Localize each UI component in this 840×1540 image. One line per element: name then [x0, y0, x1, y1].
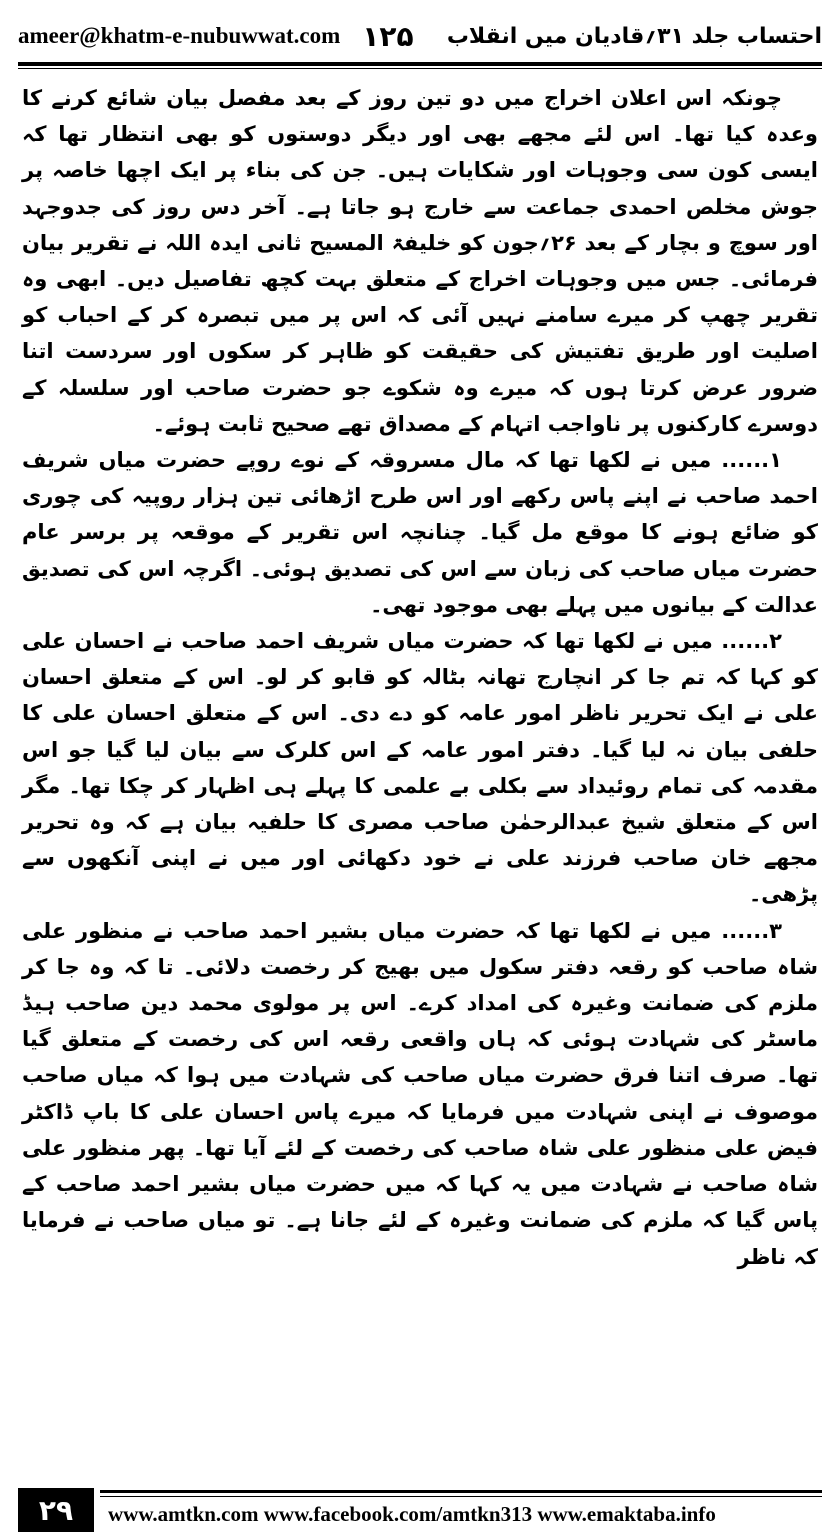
paragraph-intro: چونکہ اس اعلان اخراج میں دو تین روز کے بعد مفصل بیان شائع کرنے کا وعدہ کیا تھا۔ اس لئے مجھے بھی اور دیگر دوستوں کو بھی انتظار تھا کہ ایسی کون سی وجوہات اور شکایات ہیں۔ جن کی بناء پر ایک اچھا خاصہ پر جوش مخلص احمدی جماعت سے خارج ہو جاتا ہے۔ آخر دس روز کی جدوجہد اور سوچ و بچار کے بعد ۲۶؍جون کو خلیفۃ المسیح ثانی ایدہ اللہ نے تقریر بیان فرمائی۔ جس میں وجوہات اخراج کے متعلق بہت کچھ تفاصیل دیں۔ ابھی وہ تقریر چھپ کر میرے سامنے نہیں آئی کہ اس پر میں تبصرہ کر کے احباب کو اصلیت اور طریق تفتیش کی حقیقت کو ظاہر کر سکوں اور سردست اتنا ضرور عرض کرتا ہوں کہ میرے وہ شکوے جو حضرت صاحب اور سلسلہ کے دوسرے کارکنوں پر ناواجب اتہام کے مصداق تھے صحیح ثابت ہوئے۔: [22, 86, 819, 436]
header-email: ameer@khatm-e-nubuwwat.com: [18, 23, 341, 48]
page-header: [18, 14, 822, 58]
footer-page-number: ۲۹: [18, 1488, 94, 1532]
footer-rule-thin: [100, 1496, 822, 1497]
header-rule-thick: [18, 62, 822, 66]
footer-rule-thick: [100, 1490, 822, 1493]
header-rule-thin: [18, 68, 822, 69]
page-body: [22, 80, 818, 1460]
page-footer: [18, 1488, 822, 1532]
header-left: [18, 20, 414, 53]
header-page-number: ۱۲۵: [362, 19, 414, 53]
paragraph-point-2: ۲...... میں نے لکھا تھا کہ حضرت میاں شریف احمد صاحب نے احسان علی کو کہا کہ تم جا کر انچارج تھانہ بٹالہ کو قابو کر لو۔ اس کے متعلق احسان علی نے ایک تحریر ناظر امور عامہ کو دے دی۔ اس کے متعلق احسان علی کا حلفی بیان نہ لیا گیا۔ دفتر امور عامہ کے اس کلرک سے بیان لیا گیا جو اس مقدمہ کی تمام روئیداد سے بکلی بے علمی کا پہلے ہی اظہار کر چکا تھا۔ مگر اس کے متعلق شیخ عبدالرحمٰن صاحب مصری کا حلفیہ بیان ہے کہ وہ تحریر مجھے خان صاحب فرزند علی نے خود دکھائی اور میں نے اپنی آنکھوں سے پڑھی۔: [22, 629, 818, 907]
header-title: احتساب جلد ۳۱؍قادیان میں انقلاب: [446, 23, 822, 49]
footer-links: www.amtkn.com www.facebook.com/amtkn313 www.emaktaba.info: [108, 1502, 716, 1526]
paragraph-point-3: ۳...... میں نے لکھا تھا کہ حضرت میاں بشیر احمد صاحب نے منظور علی شاہ صاحب کو رقعہ دفتر سکول میں بھیج کر رخصت دلائی۔ تا کہ وہ جا کر ملزم کی ضمانت وغیرہ کی امداد کرے۔ اس پر مولوی محمد دین صاحب ہیڈ ماسٹر کی شہادت ہوئی کہ ہاں واقعی رقعہ اس کی رخصت کے متعلق گیا تھا۔ صرف اتنا فرق حضرت میاں صاحب کی شہادت میں ہوا کہ میاں صاحب موصوف نے اپنی شہادت میں فرمایا کہ میرے پاس احسان علی کا باپ ڈاکٹر فیض علی منظور علی شاہ صاحب کی رخصت کے لئے آیا تھا۔ پھر منظور علی شاہ صاحب نے شہادت میں یہ کہا کہ میں حضرت میاں بشیر احمد صاحب کے پاس گیا کہ ملزم کی ضمانت وغیرہ کے لئے جانا ہے۔ تو میاں صاحب نے فرمایا کہ ناظر: [22, 918, 818, 1269]
paragraph-point-1: ۱...... میں نے لکھا تھا کہ مال مسروقہ کے نوے روپے حضرت میاں شریف احمد صاحب نے اپنے پاس رکھے اور اس طرح اڑھائی تین ہزار روپیہ کی چوری کو ضائع ہونے کا موقع مل گیا۔ چنانچہ اس تقریر کے موقعہ پر برسر عام حضرت میاں صاحب کی زبان سے اس کی تصدیق ہوئی۔ اگرچہ اس کی تصدیق عدالت کے بیانوں میں پہلے بھی موجود تھی۔: [22, 448, 818, 617]
